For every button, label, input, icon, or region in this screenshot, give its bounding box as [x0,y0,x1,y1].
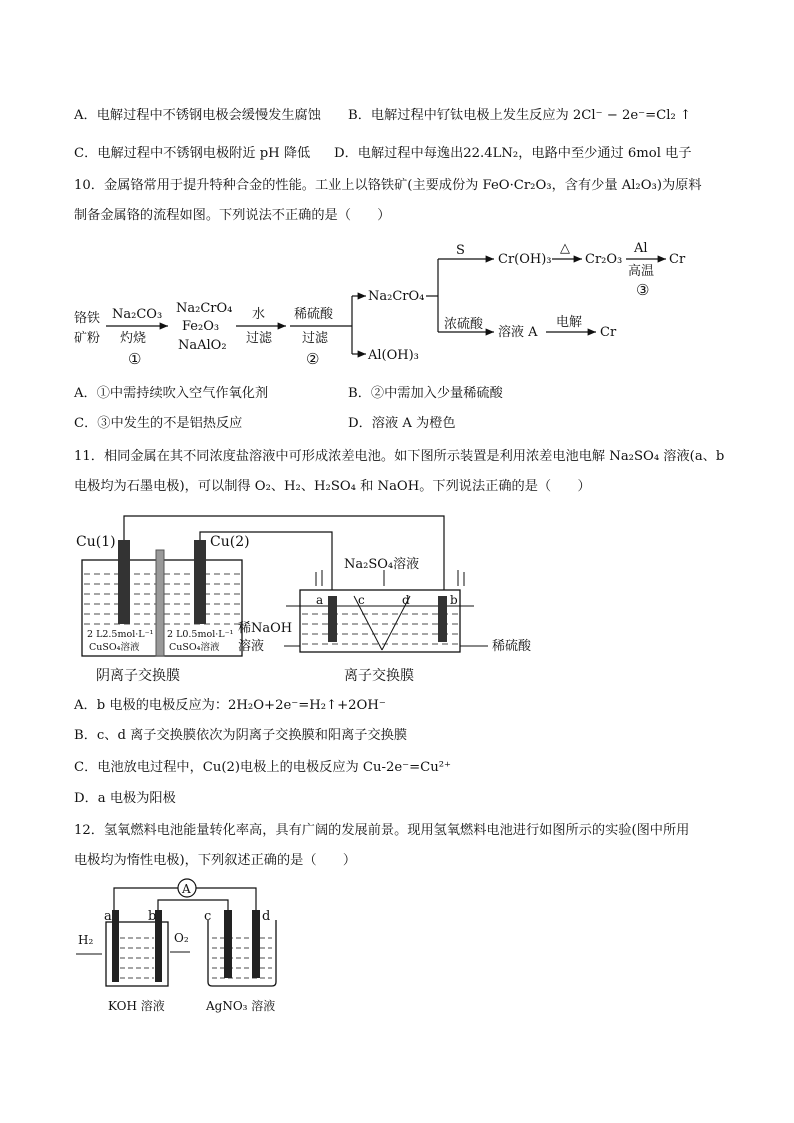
product-cr2o3: Cr₂O₃ [585,252,623,267]
h2-label: H₂ [78,933,94,947]
reagent-dilute-acid: 稀硫酸 [294,307,334,322]
product-croh3: Cr(OH)₃ [498,252,552,267]
q9-option-a: A．电解过程中不锈钢电极会缓慢发生腐蚀 [74,108,321,123]
membrane-d-label: d [402,593,410,607]
left-solution-name: CuSO₄溶液 [89,642,140,653]
ore-label-2: 矿粉 [74,331,101,346]
electrode-a [328,596,337,642]
q10-stem-line2: 制备金属铬的流程如图。下列说法不正确的是（ ） [74,208,391,223]
electrode-a [112,910,119,982]
q10-stem-line1: 10．金属铬常用于提升特种合金的性能。工业上以铬铁矿(主要成份为 FeO·Cr₂O₃，含有少量 Al₂O₃)为原料 [74,178,702,193]
step-2-marker: ② [306,350,320,368]
electrode-d-label: d [262,909,271,924]
dilute-h2so4-label: 稀硫酸 [492,639,532,654]
ore-label-1: 铬铁 [74,311,101,326]
q11-option-b: B．c、d 离子交换膜依次为阴离子交换膜和阳离子交换膜 [74,728,408,743]
anion-membrane-label: 阴离子交换膜 [96,668,180,684]
branch-na2cro4: Na₂CrO₄ [368,289,425,304]
q11-stem-line1: 11．相同金属在其不同浓度盐溶液中可形成浓差电池。如下图所示装置是利用浓差电池电解 Na₂SO₄ 溶液(a、b [74,449,725,464]
right-solution-name: CuSO₄溶液 [169,642,220,653]
heat-symbol: △ [560,241,570,256]
q12-fuel-cell-diagram [74,876,294,1018]
condition-high-temp: 高温 [628,264,655,279]
step-1-marker: ① [128,350,142,368]
electrode-c [224,910,232,978]
cu1-electrode [118,540,130,624]
step-3-marker: ③ [636,281,650,299]
reagent-s: S [456,243,465,258]
q12-stem-line2: 电极均为惰性电极)，下列叙述正确的是（ ） [74,853,357,868]
na2so4-label: Na₂SO₄溶液 [344,557,420,572]
agno3-label: AgNO₃ 溶液 [206,999,276,1013]
electrolytic-cell [300,590,460,652]
membrane-c-label: c [358,593,365,607]
step-calcine: 灼烧 [120,331,147,346]
product-cr-1: Cr [669,252,686,267]
step-filter-2: 过滤 [302,331,329,346]
product-cr-2: Cr [600,325,617,340]
reagent-na2co3: Na₂CO₃ [112,307,163,322]
ion-membrane-label: 离子交换膜 [344,668,414,684]
beaker [208,920,276,986]
electrode-b-label: b [148,909,157,924]
q11-stem-line2: 电极均为石墨电极)，可以制得 O₂、H₂、H₂SO₄ 和 NaOH。下列说法正确的是（ ） [74,479,591,494]
ammeter-label: A [182,882,191,896]
cu2-electrode [194,540,206,624]
dilute-naoh-label-2: 溶液 [238,639,265,654]
step-filter-1: 过滤 [246,331,273,346]
q10-flowchart [70,232,710,372]
q11-option-a: A．b 电极的电极反应为：2H₂O+2e⁻=H₂↑+2OH⁻ [74,698,386,713]
electrode-a-label: a [104,909,112,924]
electrode-b-label: b [450,593,458,607]
cu2-label: Cu(2) [210,534,250,550]
q10-option-b: B．②中需加入少量稀硫酸 [348,386,503,401]
dilute-naoh-label-1: 稀NaOH [238,621,293,636]
product-na2cro4: Na₂CrO₄ [176,301,233,316]
reagent-al: Al [634,241,648,256]
electrode-b [438,596,447,642]
left-solution-conc: 2 L2.5mol·L⁻¹ [87,629,154,640]
q10-option-d: D．溶液 A 为橙色 [348,416,456,431]
electrode-a-label: a [316,593,324,607]
q11-option-c: C．电池放电过程中，Cu(2)电极上的电极反应为 Cu-2e⁻=Cu²⁺ [74,760,451,775]
q9-option-b: B．电解过程中钌钛电极上发生反应为 2Cl⁻ − 2e⁻=Cl₂ ↑ [348,108,692,123]
electrode-d [252,910,260,978]
product-fe2o3: Fe₂O₃ [182,319,220,334]
q10-option-c: C．③中发生的不是铝热反应 [74,416,243,431]
solution-a: 溶液 A [498,325,538,340]
o2-label: O₂ [174,931,189,945]
q9-option-d: D．电解过程中每逸出22.4LN₂，电路中至少通过 6mol 电子 [334,146,692,161]
q11-concentration-cell-diagram [72,510,552,688]
product-naalo2: NaAlO₂ [178,338,227,353]
q9-option-c: C．电解过程中不锈钢电极附近 pH 降低 [74,146,311,161]
step-electrolysis: 电解 [556,315,583,330]
reagent-water: 水 [252,307,266,322]
reagent-conc-acid: 浓硫酸 [444,317,484,332]
q12-stem-line1: 12．氢氧燃料电池能量转化率高，具有广阔的发展前景。现用氢氧燃料电池进行如图所示的实验(图中所用 [74,823,690,838]
branch-aloh3: Al(OH)₃ [368,348,419,363]
cu1-label: Cu(1) [76,534,116,550]
koh-label: KOH 溶液 [108,999,165,1013]
anion-membrane [156,550,164,656]
right-solution-conc: 2 L0.5mol·L⁻¹ [167,629,234,640]
electrode-c-label: c [204,909,212,924]
q10-option-a: A．①中需持续吹入空气作氧化剂 [74,386,269,401]
q11-option-d: D．a 电极为阳极 [74,791,176,806]
